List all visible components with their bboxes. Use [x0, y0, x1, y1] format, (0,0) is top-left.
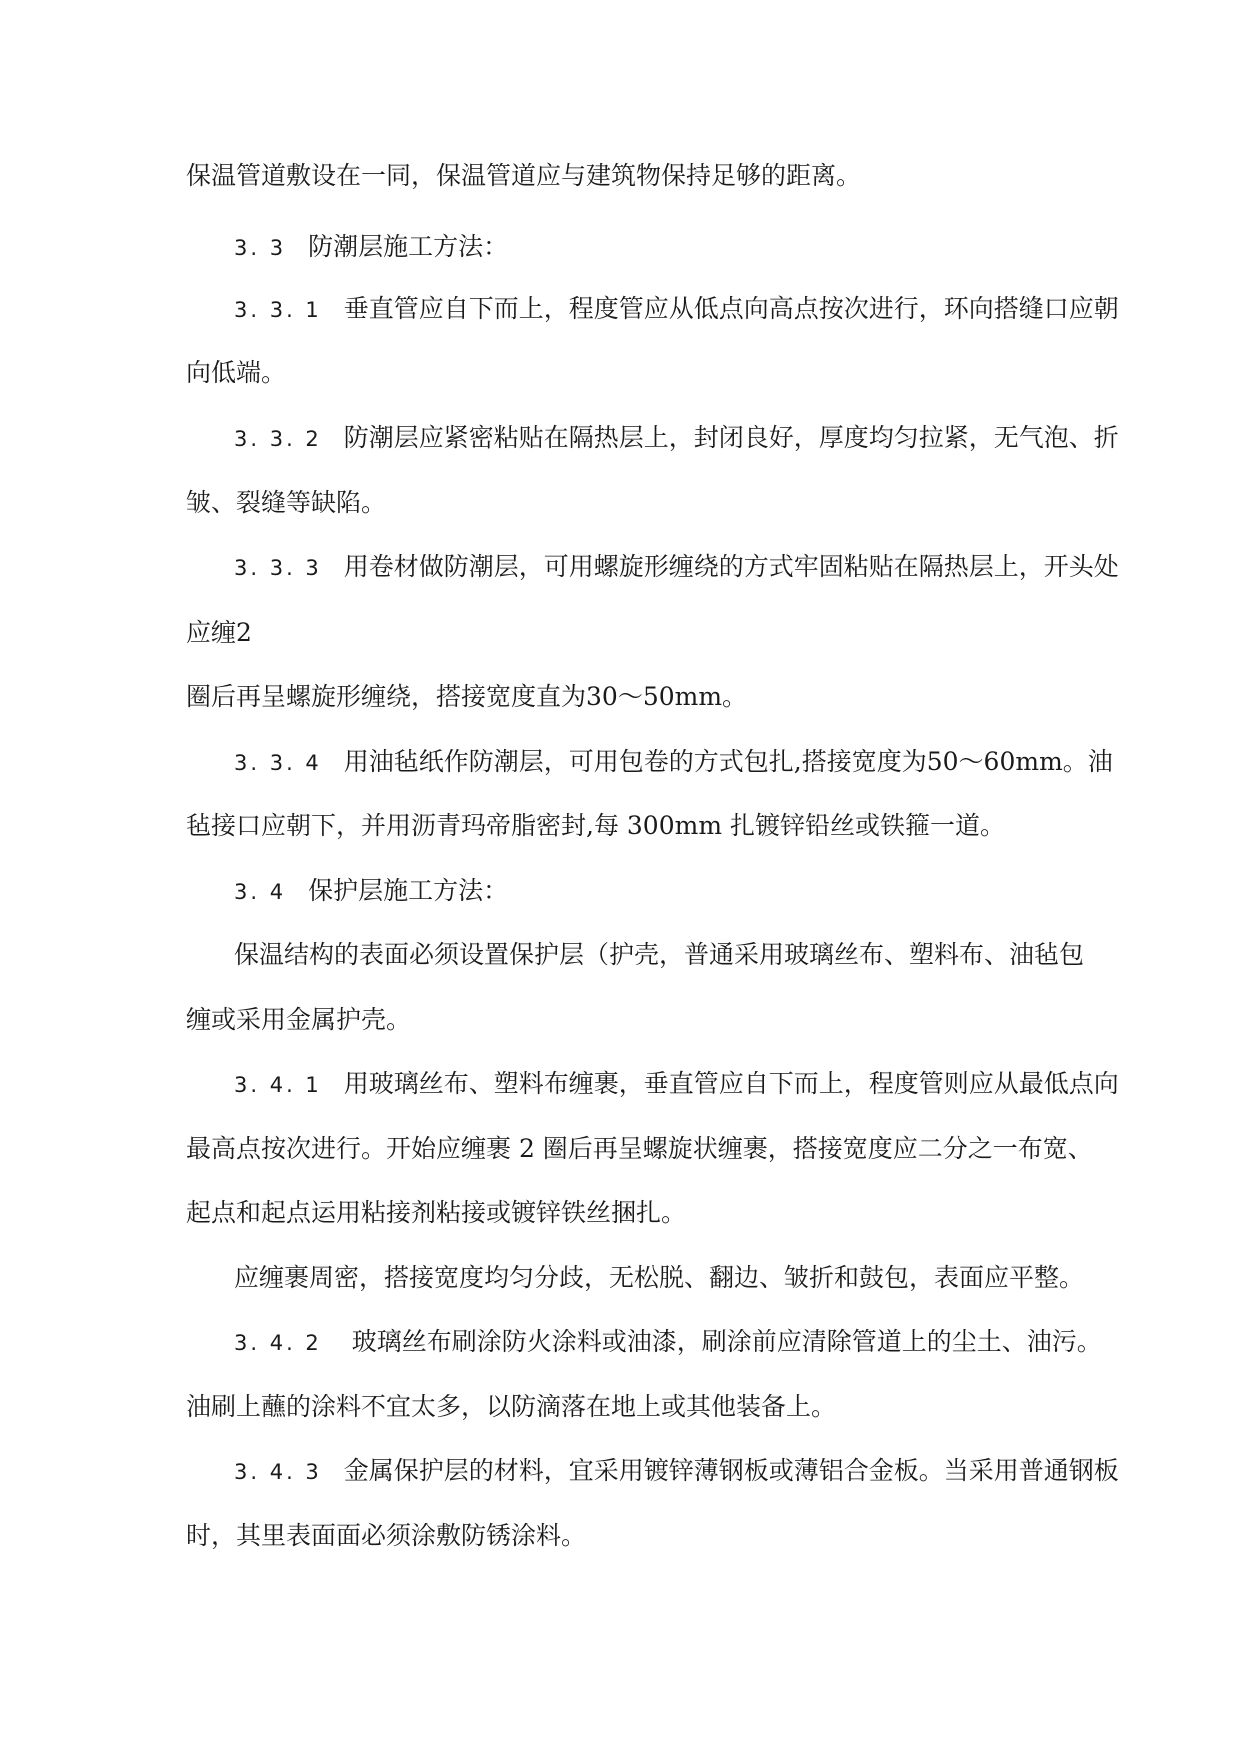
paragraph-line [234, 1262, 1084, 1294]
line-text: 保温管道敷设在一同，保温管道应与建筑物保持足够的距离。 [186, 161, 862, 190]
paragraph-line [186, 810, 1005, 842]
paragraph-line [234, 1326, 1102, 1359]
paragraph-line [234, 1068, 1119, 1101]
line-text: 应缠2 [186, 618, 252, 647]
line-text: 垂直管应自下而上，程度管应从低点向高点按次进行，环向搭缝口应朝 [343, 294, 1119, 323]
section-title: 防潮层施工方法： [308, 232, 509, 261]
clause-number: 3. 4. 1 [234, 1073, 322, 1097]
clause-number: 3. 3. 4 [234, 751, 322, 775]
line-text: 用卷材做防潮层，可用螺旋形缠绕的方式牢固粘贴在隔热层上，开头处 [343, 552, 1119, 581]
clause-number: 3. 3. 2 [234, 427, 322, 451]
paragraph-line [186, 357, 286, 389]
paragraph-line [186, 1197, 686, 1229]
line-text: 防潮层应紧密粘贴在隔热层上，封闭良好，厚度均匀拉紧，无气泡、折 [343, 423, 1119, 452]
line-text: 最高点按次进行。开始应缠裹 2 圈后再呈螺旋状缠裹，搭接宽度应二分之一布宽、 [186, 1134, 1093, 1163]
paragraph-line [234, 1455, 1119, 1488]
paragraph-line [234, 293, 1119, 326]
paragraph-line [234, 551, 1119, 584]
line-text: 玻璃丝布刷涂防火涂料或油漆，刷涂前应清除管道上的尘土、油污。 [343, 1327, 1102, 1356]
section-number: 3. 4 [234, 880, 287, 904]
line-text: 用油毡纸作防潮层，可用包卷的方式包扎,搭接宽度为50～60mm。油 [343, 747, 1113, 776]
line-text: 起点和起点运用粘接剂粘接或镀锌铁丝捆扎。 [186, 1198, 687, 1227]
line-text: 时，其里表面面必须涂敷防锈涂料。 [186, 1521, 587, 1550]
line-text: 皱、裂缝等缺陷。 [186, 488, 387, 517]
paragraph-line [186, 1520, 586, 1552]
clause-number: 3. 4. 2 [234, 1331, 322, 1355]
line-text: 向低端。 [186, 358, 287, 387]
paragraph-line [186, 617, 252, 649]
paragraph-line [234, 939, 1084, 971]
line-text: 用玻璃丝布、塑料布缠裹，垂直管应自下而上，程度管则应从最低点向 [343, 1069, 1119, 1098]
line-text: 油刷上蘸的涂料不宜太多，以防滴落在地上或其他装备上。 [186, 1392, 837, 1421]
clause-number: 3. 4. 3 [234, 1460, 322, 1484]
line-text: 毡接口应朝下，并用沥青玛帝脂密封,每 300mm 扎镀锌铅丝或铁箍一道。 [186, 811, 1005, 840]
line-text: 应缠裹周密，搭接宽度均匀分歧，无松脱、翻边、皱折和鼓包，表面应平整。 [234, 1263, 1085, 1292]
paragraph-line [186, 1004, 411, 1036]
paragraph-line [186, 681, 747, 713]
clause-number: 3. 3. 3 [234, 556, 322, 580]
paragraph-line [186, 1391, 836, 1423]
line-text: 缠或采用金属护壳。 [186, 1005, 412, 1034]
paragraph-line [186, 487, 386, 519]
line-text: 金属保护层的材料，宜采用镀锌薄钢板或薄铝合金板。当采用普通钢板 [343, 1456, 1119, 1485]
section-title: 保护层施工方法： [308, 876, 509, 905]
line-text: 保温结构的表面必须设置保护层（护壳，普通采用玻璃丝布、塑料布、油毡包 [234, 940, 1085, 969]
line-text: 圈后再呈螺旋形缠绕，搭接宽度直为30～50mm。 [186, 682, 748, 711]
paragraph-line [234, 422, 1119, 455]
section-number: 3. 3 [234, 236, 287, 260]
paragraph-line [186, 1133, 1093, 1165]
section-heading [234, 875, 508, 908]
clause-number: 3. 3. 1 [234, 298, 322, 322]
section-heading [234, 231, 508, 264]
paragraph-line [186, 160, 861, 192]
paragraph-line [234, 746, 1113, 779]
